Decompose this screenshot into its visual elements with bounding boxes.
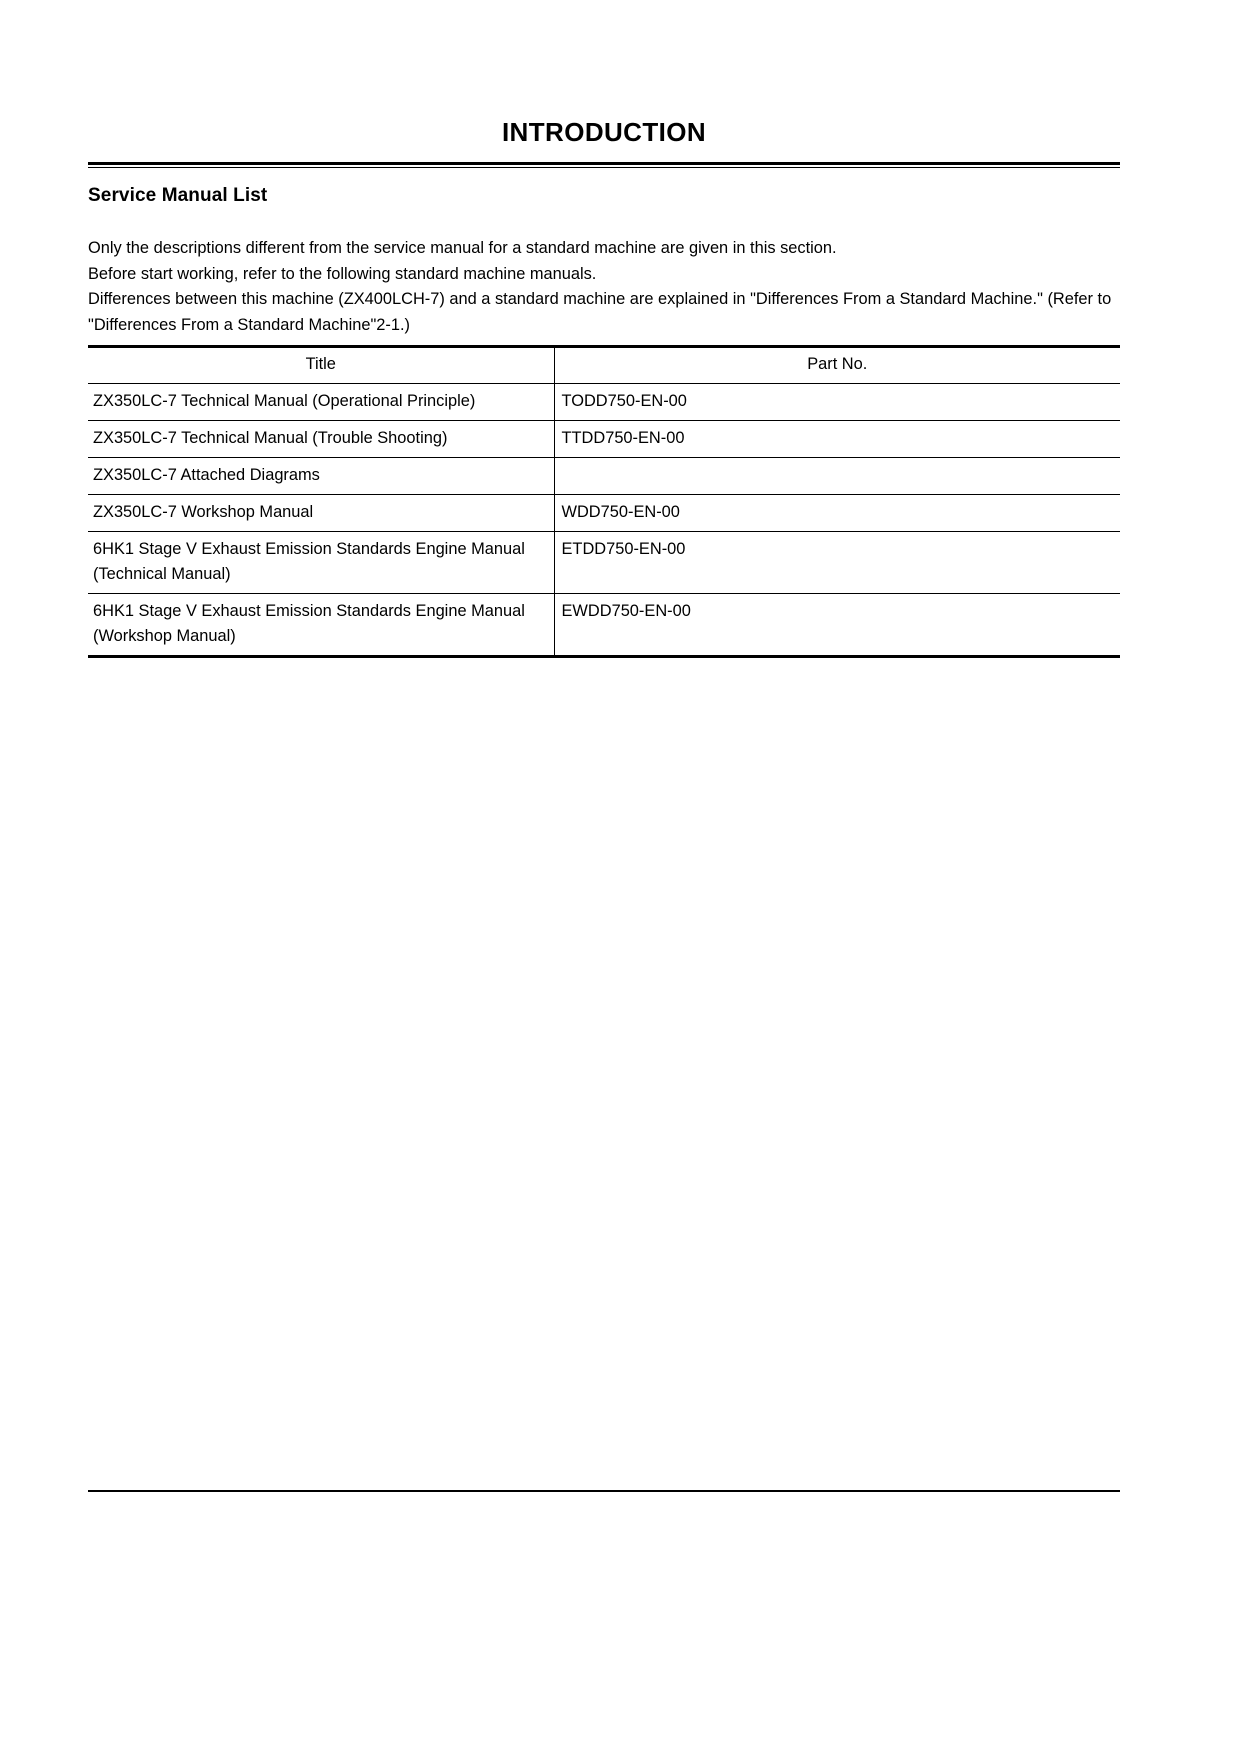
cell-part-no: ETDD750-EN-00 [554,532,1120,594]
cell-title [88,421,554,458]
cell-title-line-1: ZX350LC-7 Workshop Manual [93,503,314,521]
table-row [88,421,1120,458]
cell-title-line-1: 6HK1 Stage V Exhaust Emission Standards Engine Manual [93,602,525,620]
cell-title [88,495,554,532]
table-row [88,532,1120,594]
header-divider [88,162,1120,168]
cell-part-no: WDD750-EN-00 [554,495,1120,532]
table-body [88,384,1120,657]
cell-title-line-2: (Workshop Manual) [93,627,236,645]
table-row [88,458,1120,495]
page-header [88,118,1120,168]
table-row [88,495,1120,532]
table-header [88,347,1120,384]
cell-title [88,384,554,421]
table-row [88,384,1120,421]
intro-line-3: Differences between this machine (ZX400LCH-7) and a standard machine are explained in "Differences From a Standard Machine." (Refer to "Differences From a Standard Machine"2-1.) [88,290,1112,334]
service-manual-table-wrapper [88,345,1120,658]
cell-title [88,532,554,594]
intro-line-2: Before start working, refer to the following standard machine manuals. [88,264,597,283]
column-header-part-no: Part No. [554,347,1120,384]
cell-title [88,458,554,495]
intro-line-1: Only the descriptions different from the service manual for a standard machine are given in this section. [88,239,837,257]
header-divider-thin-line [88,167,1120,168]
cell-part-no [554,458,1120,495]
section-heading: Service Manual List [88,185,268,206]
intro-paragraph [88,236,1120,338]
cell-part-no: TTDD750-EN-00 [554,421,1120,458]
cell-title-line-2: (Technical Manual) [93,565,231,583]
cell-title-line-1: ZX350LC-7 Technical Manual (Operational Principle) [93,392,476,410]
cell-title-line-1: 6HK1 Stage V Exhaust Emission Standards Engine Manual [93,540,525,558]
page-footer-divider [88,1490,1120,1492]
cell-title [88,594,554,657]
cell-part-no: TODD750-EN-00 [554,384,1120,421]
cell-title-line-1: ZX350LC-7 Technical Manual (Trouble Shooting) [93,429,448,447]
service-manual-table [88,345,1120,658]
column-header-title: Title [88,347,554,384]
cell-part-no: EWDD750-EN-00 [554,594,1120,657]
page-title: INTRODUCTION [501,117,707,147]
table-row [88,594,1120,657]
cell-title-line-1: ZX350LC-7 Attached Diagrams [93,466,320,484]
table-header-row [88,347,1120,384]
